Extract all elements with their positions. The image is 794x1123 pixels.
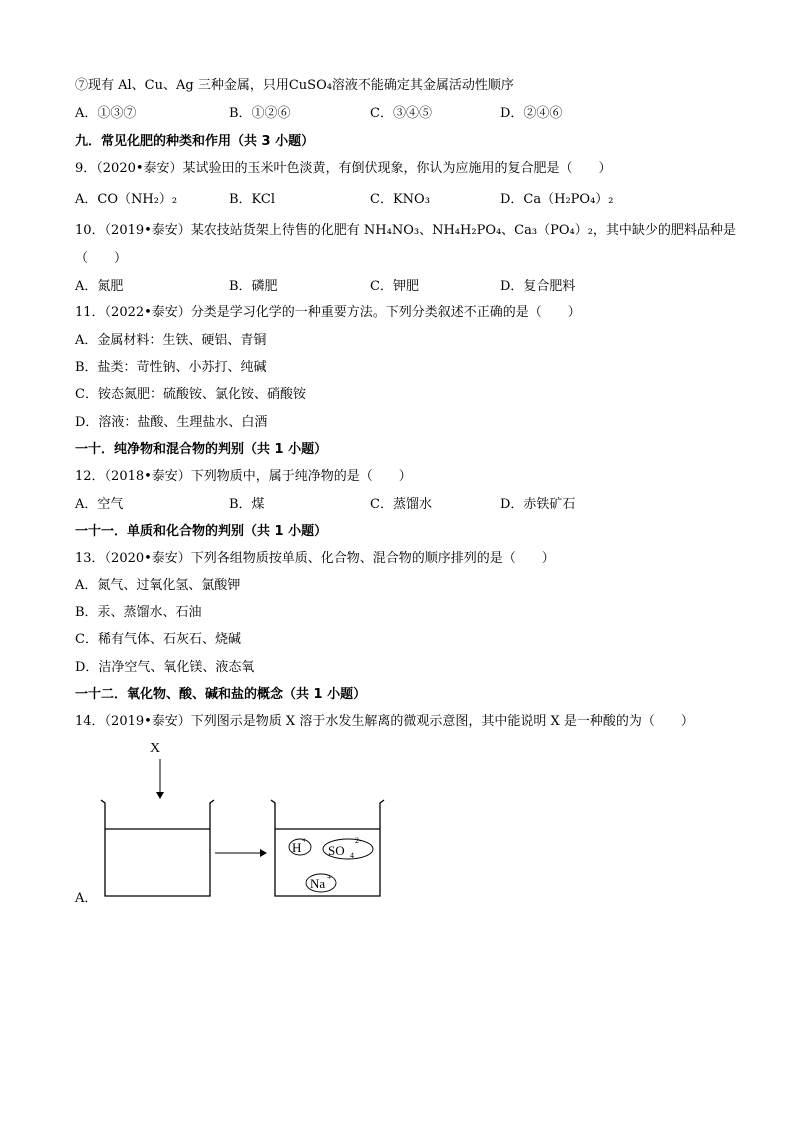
option-d: D．赤铁矿石 [500, 497, 576, 512]
question-11-option-b: B．盐类：苛性钠、小苏打、纯碱 [75, 360, 267, 375]
question-11: 11．（2022•泰安）分类是学习化学的一种重要方法。下列分类叙述不正确的是（ ） [75, 305, 581, 320]
text-line-q7: ⑦现有 Al、Cu、Ag 三种金属，只用CuSO₄溶液不能确定其金属活动性顺序 [75, 78, 514, 93]
section-heading-9: 九．常见化肥的种类和作用（共 3 小题） [75, 134, 315, 149]
section-heading-10: 一十．纯净物和混合物的判别（共 1 小题） [75, 442, 328, 457]
option-c: C．蒸馏水 [370, 497, 432, 512]
beaker-left [101, 800, 214, 896]
down-arrow-head [156, 792, 164, 799]
question-11-option-a: A．金属材料：生铁、硬铝、青铜 [75, 333, 267, 348]
ion-na-label: Na [310, 876, 326, 891]
option-d: D．②④⑥ [500, 106, 563, 121]
question-10: 10．（2019•泰安）某农技站货架上待售的化肥有 NH₄NO₃、NH₄H₂PO₄、Ca₃（PO₄）₂，其中缺少的肥料品种是 [75, 223, 736, 238]
question-13-option-c: C．稀有气体、石灰石、烧碱 [75, 632, 241, 647]
option-c: C．KNO₃ [370, 192, 430, 207]
option-a: A．CO（NH₂）₂ [75, 192, 178, 207]
question-13-option-a: A．氮气、过氧化氢、氯酸钾 [75, 578, 241, 593]
option-a: A．①③⑦ [75, 106, 137, 121]
right-arrow-head [260, 849, 267, 857]
ion-so4-charge: 2- [355, 836, 362, 845]
question-13-option-d: D．洁净空气、氧化镁、液态氧 [75, 660, 255, 675]
section-heading-11: 一十一．单质和化合物的判别（共 1 小题） [75, 524, 328, 539]
question-13: 13．（2020•泰安）下列各组物质按单质、化合物、混合物的顺序排列的是（ ） [75, 551, 555, 566]
question-9: 9．（2020•泰安）某试验田的玉米叶色淡黄，有倒伏现象，你认为应施用的复合肥是（ ） [75, 161, 612, 176]
ion-so4-subscript: 4 [350, 851, 354, 860]
option-d: D．Ca（H₂PO₄）₂ [500, 192, 614, 207]
ion-h-charge: + [302, 836, 307, 845]
option-b: B．KCl [229, 192, 276, 207]
option-b: B．磷肥 [229, 279, 278, 294]
question-14: 14．（2019•泰安）下列图示是物质 X 溶于水发生解离的微观示意图，其中能说明 X 是一种酸的为（ ） [75, 714, 694, 729]
question-10-blank: （ ） [75, 251, 128, 266]
option-a: A．空气 [75, 497, 124, 512]
question-14-option-a: A． [75, 891, 98, 906]
option-c: C．钾肥 [370, 279, 419, 294]
question-11-option-c: C．铵态氮肥：硫酸铵、氯化铵、硝酸铵 [75, 387, 306, 402]
dissociation-diagram [95, 735, 395, 910]
option-d: D．复合肥料 [500, 279, 576, 294]
option-b: B．煤 [229, 497, 265, 512]
option-c: C．③④⑤ [370, 106, 432, 121]
section-heading-12: 一十二．氧化物、酸、碱和盐的概念（共 1 小题） [75, 687, 367, 702]
question-12: 12．（2018•泰安）下列物质中，属于纯净物的是（ ） [75, 469, 412, 484]
x-label: X [149, 741, 161, 756]
ion-so4-label: SO [328, 843, 345, 858]
question-13-option-b: B．汞、蒸馏水、石油 [75, 605, 202, 620]
ion-h-label: H [292, 840, 302, 855]
question-11-option-d: D．溶液：盐酸、生理盐水、白酒 [75, 415, 268, 430]
option-b: B．①②⑥ [229, 106, 291, 121]
option-a: A．氮肥 [75, 279, 124, 294]
ion-na-charge: + [327, 873, 332, 882]
